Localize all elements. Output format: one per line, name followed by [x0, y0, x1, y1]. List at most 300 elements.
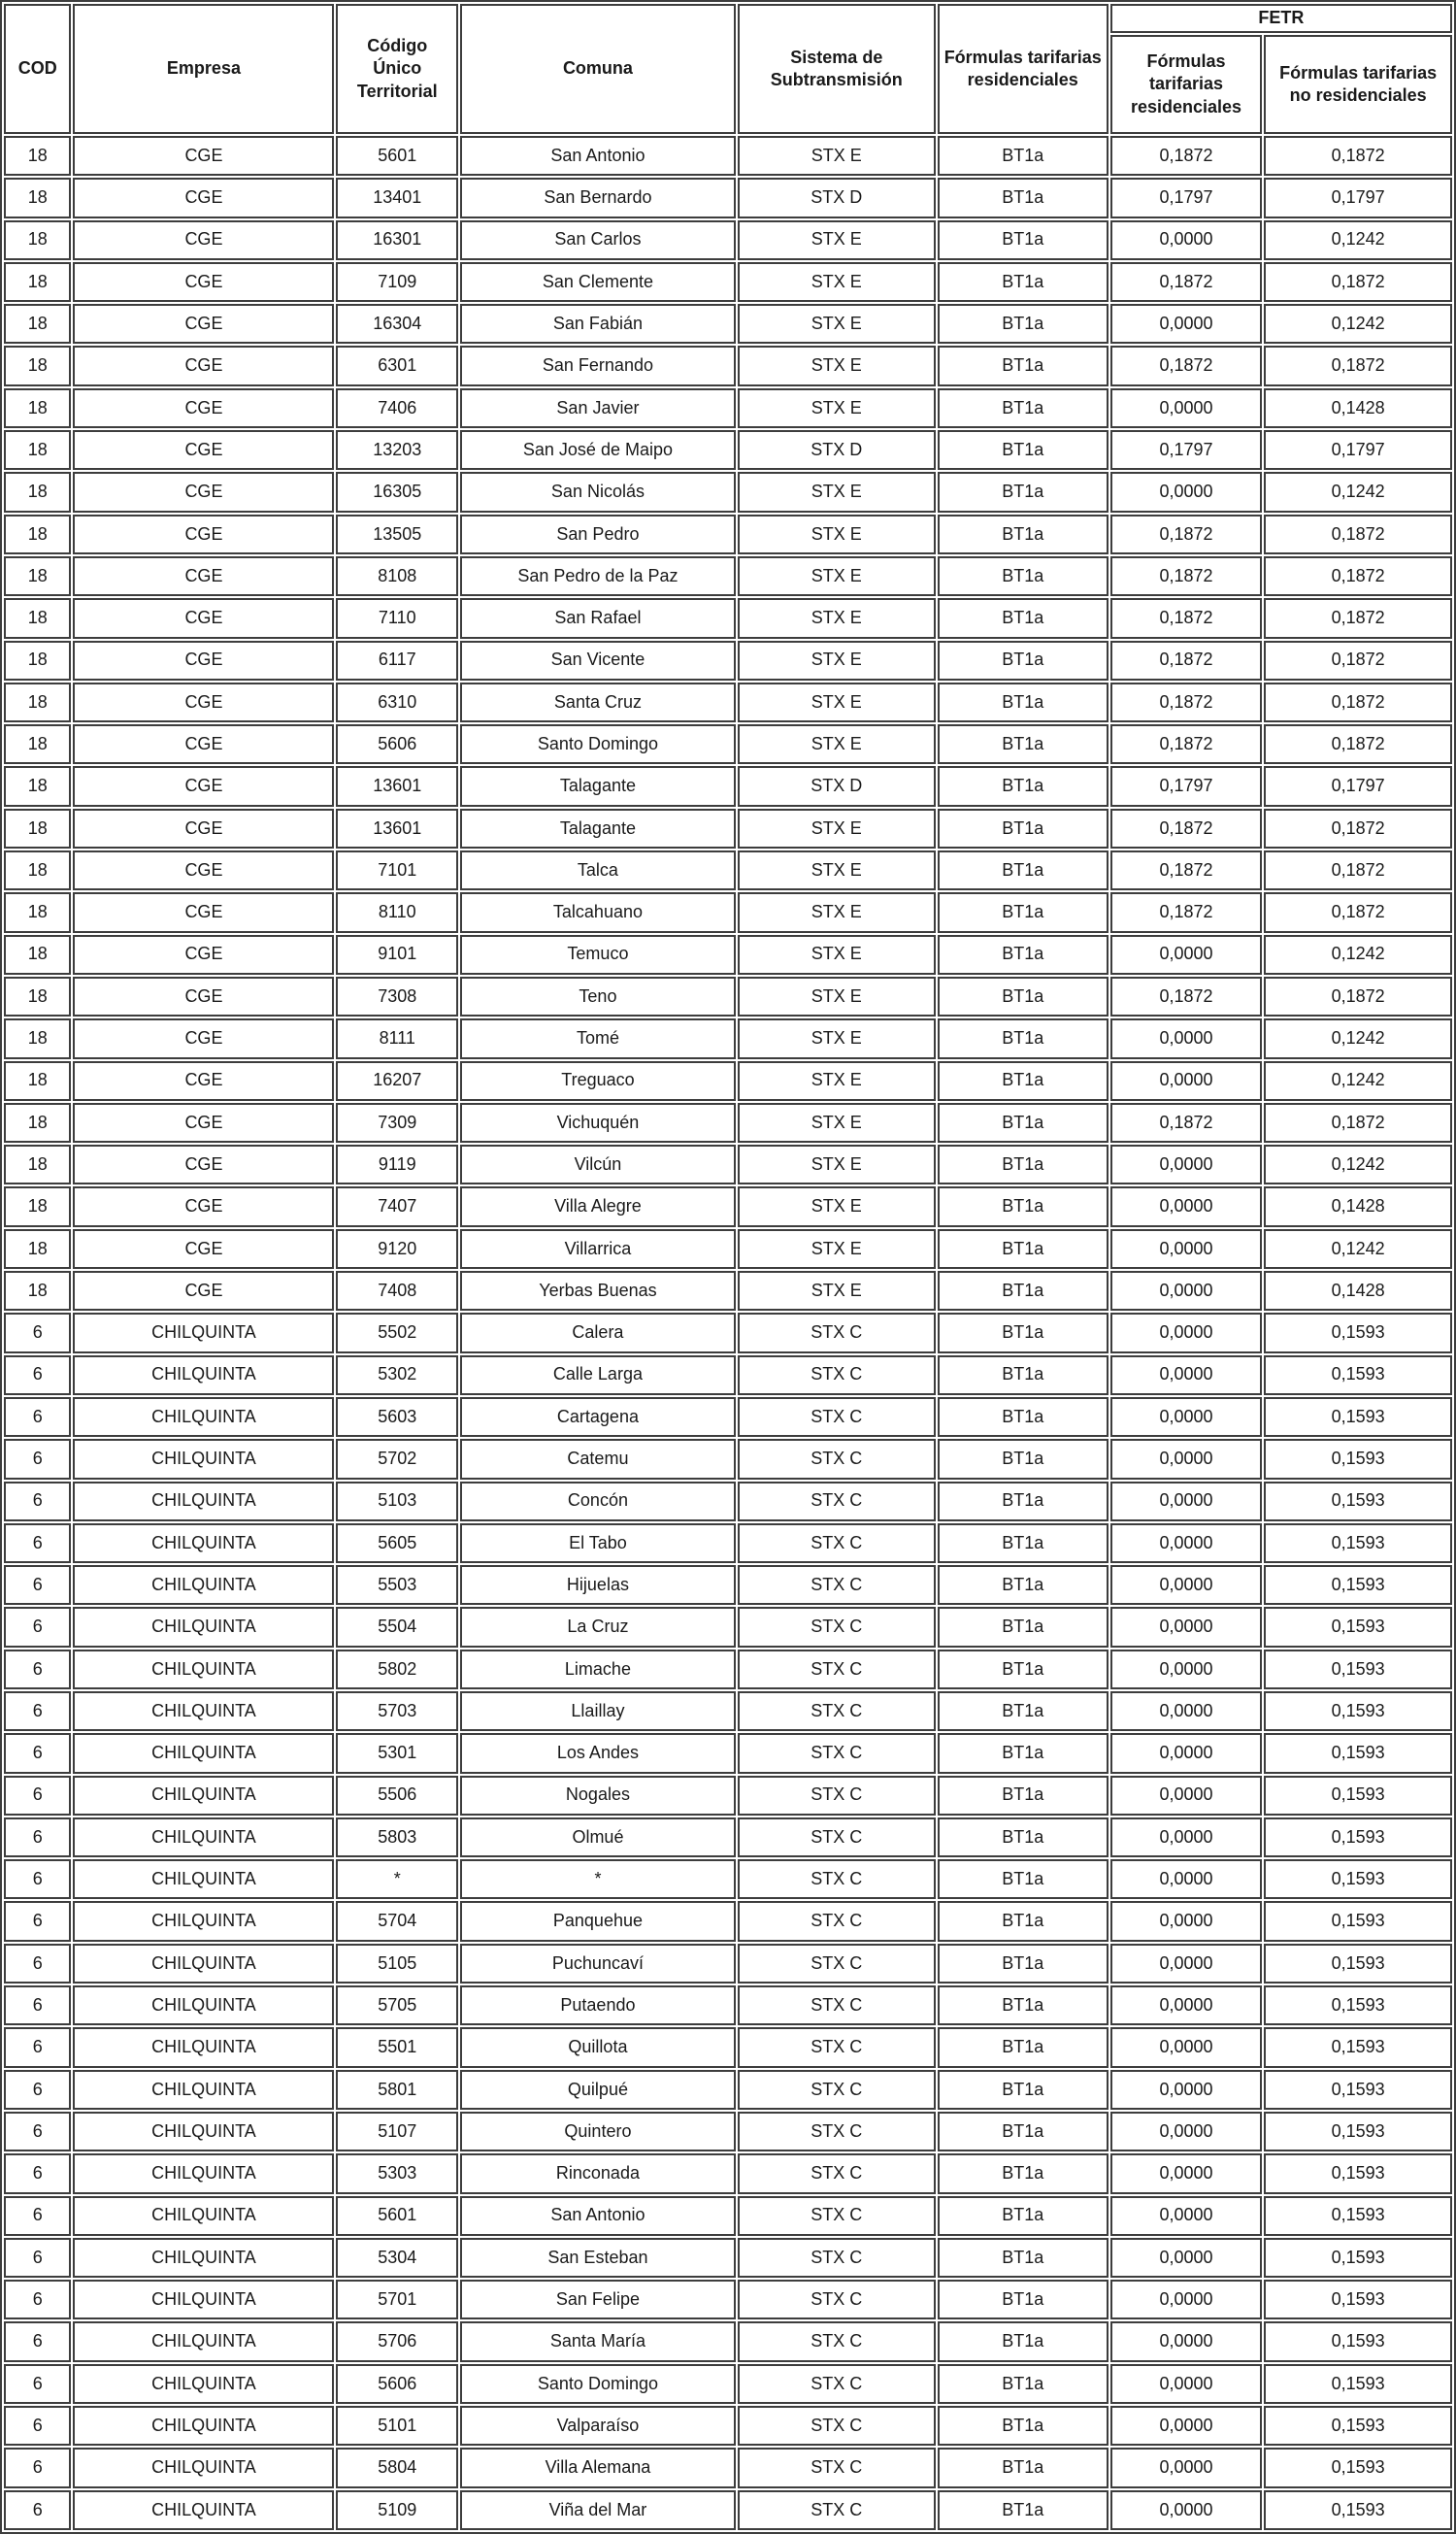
cell-sistema-de-subtransmision: STX E	[738, 809, 936, 849]
cell-fetr-residenciales: 0,1872	[1110, 556, 1263, 596]
cell-empresa: CGE	[73, 1103, 334, 1143]
cell-fetr-no-residenciales: 0,1593	[1264, 2321, 1452, 2361]
cell-fetr-no-residenciales: 0,1872	[1264, 598, 1452, 638]
cell-cod: 18	[4, 1271, 71, 1311]
cell-fetr-no-residenciales: 0,1242	[1264, 1229, 1452, 1269]
cell-comuna: Llaillay	[460, 1691, 736, 1731]
cell-fetr-no-residenciales: 0,1593	[1264, 1607, 1452, 1647]
cell-cod: 18	[4, 136, 71, 176]
cell-formulas-tarifarias-residenciales: BT1a	[938, 2490, 1109, 2530]
table-row	[4, 1985, 1452, 2025]
cell-empresa: CHILQUINTA	[73, 2448, 334, 2487]
cell-cod: 6	[4, 1482, 71, 1521]
cell-fetr-residenciales: 0,0000	[1110, 2490, 1263, 2530]
cell-formulas-tarifarias-residenciales: BT1a	[938, 1691, 1109, 1731]
cell-comuna: Santo Domingo	[460, 2364, 736, 2404]
cell-formulas-tarifarias-residenciales: BT1a	[938, 1229, 1109, 1269]
cell-codigo-unico-territorial: 5606	[336, 724, 458, 764]
cell-cod: 6	[4, 2070, 71, 2110]
cell-formulas-tarifarias-residenciales: BT1a	[938, 556, 1109, 596]
cell-fetr-no-residenciales: 0,1593	[1264, 1985, 1452, 2025]
cell-fetr-no-residenciales: 0,1428	[1264, 388, 1452, 428]
cell-fetr-residenciales: 0,0000	[1110, 2406, 1263, 2446]
cell-empresa: CGE	[73, 977, 334, 1017]
cell-formulas-tarifarias-residenciales: BT1a	[938, 1901, 1109, 1941]
cell-comuna: Quilpué	[460, 2070, 736, 2110]
cell-codigo-unico-territorial: *	[336, 1859, 458, 1899]
table-row	[4, 2280, 1452, 2319]
cell-cod: 6	[4, 1944, 71, 1984]
cell-formulas-tarifarias-residenciales: BT1a	[938, 641, 1109, 681]
cell-fetr-residenciales: 0,0000	[1110, 935, 1263, 975]
cell-comuna: *	[460, 1859, 736, 1899]
cell-sistema-de-subtransmision: STX E	[738, 1018, 936, 1058]
cell-sistema-de-subtransmision: STX E	[738, 346, 936, 385]
cell-empresa: CHILQUINTA	[73, 2196, 334, 2236]
cell-fetr-residenciales: 0,1872	[1110, 136, 1263, 176]
cell-sistema-de-subtransmision: STX E	[738, 724, 936, 764]
cell-sistema-de-subtransmision: STX E	[738, 1229, 936, 1269]
cell-fetr-no-residenciales: 0,1242	[1264, 220, 1452, 260]
cell-cod: 6	[4, 1776, 71, 1816]
cell-comuna: San Rafael	[460, 598, 736, 638]
cell-cod: 6	[4, 1313, 71, 1352]
cell-fetr-no-residenciales: 0,1242	[1264, 1061, 1452, 1101]
cell-sistema-de-subtransmision: STX E	[738, 598, 936, 638]
cell-fetr-residenciales: 0,0000	[1110, 1650, 1263, 1689]
cell-fetr-residenciales: 0,0000	[1110, 1271, 1263, 1311]
cell-codigo-unico-territorial: 5704	[336, 1901, 458, 1941]
cell-fetr-no-residenciales: 0,1242	[1264, 304, 1452, 344]
cell-codigo-unico-territorial: 5703	[336, 1691, 458, 1731]
cell-cod: 18	[4, 556, 71, 596]
table-row	[4, 766, 1452, 806]
cell-fetr-no-residenciales: 0,1242	[1264, 472, 1452, 512]
cell-codigo-unico-territorial: 5504	[336, 1607, 458, 1647]
cell-fetr-no-residenciales: 0,1593	[1264, 1817, 1452, 1857]
cell-sistema-de-subtransmision: STX C	[738, 2112, 936, 2151]
cell-empresa: CHILQUINTA	[73, 2364, 334, 2404]
cell-empresa: CGE	[73, 515, 334, 554]
col-header-empresa: Empresa	[73, 4, 334, 134]
cell-fetr-residenciales: 0,1872	[1110, 1103, 1263, 1143]
cell-fetr-residenciales: 0,0000	[1110, 1482, 1263, 1521]
cell-fetr-no-residenciales: 0,1797	[1264, 178, 1452, 217]
cell-sistema-de-subtransmision: STX C	[738, 1691, 936, 1731]
cell-comuna: Santa María	[460, 2321, 736, 2361]
cell-comuna: San Nicolás	[460, 472, 736, 512]
cell-formulas-tarifarias-residenciales: BT1a	[938, 2406, 1109, 2446]
cell-cod: 6	[4, 2448, 71, 2487]
cell-fetr-no-residenciales: 0,1872	[1264, 515, 1452, 554]
cell-formulas-tarifarias-residenciales: BT1a	[938, 430, 1109, 470]
cell-sistema-de-subtransmision: STX C	[738, 1776, 936, 1816]
cell-fetr-no-residenciales: 0,1593	[1264, 1733, 1452, 1773]
cell-fetr-residenciales: 0,0000	[1110, 1523, 1263, 1563]
cell-cod: 18	[4, 472, 71, 512]
cell-fetr-no-residenciales: 0,1242	[1264, 935, 1452, 975]
cell-fetr-no-residenciales: 0,1593	[1264, 2196, 1452, 2236]
cell-sistema-de-subtransmision: STX C	[738, 2196, 936, 2236]
cell-empresa: CGE	[73, 262, 334, 302]
cell-formulas-tarifarias-residenciales: BT1a	[938, 1313, 1109, 1352]
cell-formulas-tarifarias-residenciales: BT1a	[938, 2321, 1109, 2361]
cell-fetr-residenciales: 0,1872	[1110, 641, 1263, 681]
col-header-fetr-residenciales: Fórmulas tarifarias residenciales	[1110, 35, 1263, 134]
cell-fetr-residenciales: 0,1872	[1110, 724, 1263, 764]
table-row	[4, 1439, 1452, 1479]
cell-sistema-de-subtransmision: STX E	[738, 892, 936, 932]
table-row	[4, 388, 1452, 428]
cell-codigo-unico-territorial: 9101	[336, 935, 458, 975]
cell-cod: 6	[4, 2112, 71, 2151]
table-row	[4, 515, 1452, 554]
cell-fetr-residenciales: 0,0000	[1110, 472, 1263, 512]
cell-formulas-tarifarias-residenciales: BT1a	[938, 1439, 1109, 1479]
cell-fetr-residenciales: 0,0000	[1110, 2448, 1263, 2487]
cell-fetr-residenciales: 0,1872	[1110, 892, 1263, 932]
table-row	[4, 262, 1452, 302]
cell-codigo-unico-territorial: 5303	[336, 2153, 458, 2193]
cell-sistema-de-subtransmision: STX C	[738, 1817, 936, 1857]
cell-codigo-unico-territorial: 13401	[336, 178, 458, 217]
cell-cod: 18	[4, 304, 71, 344]
cell-sistema-de-subtransmision: STX C	[738, 1859, 936, 1899]
cell-fetr-residenciales: 0,0000	[1110, 1313, 1263, 1352]
table-header	[4, 4, 1452, 134]
cell-empresa: CHILQUINTA	[73, 2112, 334, 2151]
cell-formulas-tarifarias-residenciales: BT1a	[938, 683, 1109, 722]
table-row	[4, 2321, 1452, 2361]
cell-formulas-tarifarias-residenciales: BT1a	[938, 1523, 1109, 1563]
cell-empresa: CHILQUINTA	[73, 2070, 334, 2110]
cell-empresa: CGE	[73, 641, 334, 681]
cell-fetr-residenciales: 0,0000	[1110, 1733, 1263, 1773]
cell-comuna: San Fabián	[460, 304, 736, 344]
cell-formulas-tarifarias-residenciales: BT1a	[938, 2112, 1109, 2151]
col-header-fetr-no-residenciales: Fórmulas tarifarias no residenciales	[1264, 35, 1452, 134]
cell-fetr-no-residenciales: 0,1872	[1264, 1103, 1452, 1143]
cell-comuna: Cartagena	[460, 1397, 736, 1437]
cell-comuna: Talagante	[460, 809, 736, 849]
cell-formulas-tarifarias-residenciales: BT1a	[938, 724, 1109, 764]
table-row	[4, 1061, 1452, 1101]
cell-codigo-unico-territorial: 5107	[336, 2112, 458, 2151]
cell-cod: 18	[4, 220, 71, 260]
cell-formulas-tarifarias-residenciales: BT1a	[938, 1355, 1109, 1395]
cell-cod: 18	[4, 641, 71, 681]
cell-empresa: CGE	[73, 683, 334, 722]
table-row	[4, 1186, 1452, 1226]
cell-codigo-unico-territorial: 8111	[336, 1018, 458, 1058]
cell-fetr-no-residenciales: 0,1872	[1264, 977, 1452, 1017]
cell-cod: 18	[4, 892, 71, 932]
cell-sistema-de-subtransmision: STX C	[738, 1313, 936, 1352]
cell-fetr-residenciales: 0,1872	[1110, 262, 1263, 302]
cell-empresa: CGE	[73, 178, 334, 217]
cell-fetr-no-residenciales: 0,1593	[1264, 2070, 1452, 2110]
table-row	[4, 1313, 1452, 1352]
cell-codigo-unico-territorial: 5503	[336, 1565, 458, 1605]
cell-cod: 18	[4, 262, 71, 302]
table-row	[4, 1650, 1452, 1689]
cell-formulas-tarifarias-residenciales: BT1a	[938, 892, 1109, 932]
cell-cod: 6	[4, 1523, 71, 1563]
cell-sistema-de-subtransmision: STX C	[738, 1944, 936, 1984]
cell-empresa: CGE	[73, 766, 334, 806]
cell-comuna: Viña del Mar	[460, 2490, 736, 2530]
cell-fetr-residenciales: 0,0000	[1110, 220, 1263, 260]
cell-sistema-de-subtransmision: STX E	[738, 220, 936, 260]
cell-empresa: CHILQUINTA	[73, 1439, 334, 1479]
table-row	[4, 2406, 1452, 2446]
cell-fetr-residenciales: 0,1872	[1110, 683, 1263, 722]
cell-empresa: CHILQUINTA	[73, 1901, 334, 1941]
cell-fetr-no-residenciales: 0,1872	[1264, 346, 1452, 385]
cell-fetr-residenciales: 0,0000	[1110, 1985, 1263, 2025]
cell-sistema-de-subtransmision: STX C	[738, 1733, 936, 1773]
cell-codigo-unico-territorial: 7101	[336, 850, 458, 890]
cell-fetr-residenciales: 0,1872	[1110, 346, 1263, 385]
table-body	[4, 136, 1452, 2530]
cell-fetr-residenciales: 0,0000	[1110, 1145, 1263, 1184]
col-header-cod: COD	[4, 4, 71, 134]
table-row	[4, 1817, 1452, 1857]
cell-fetr-residenciales: 0,0000	[1110, 1776, 1263, 1816]
col-header-codigo-unico-territorial: Código Único Territorial	[336, 4, 458, 134]
cell-comuna: Quillota	[460, 2027, 736, 2067]
cell-fetr-no-residenciales: 0,1593	[1264, 1859, 1452, 1899]
cell-cod: 18	[4, 809, 71, 849]
cell-empresa: CHILQUINTA	[73, 1607, 334, 1647]
cell-sistema-de-subtransmision: STX C	[738, 2027, 936, 2067]
cell-formulas-tarifarias-residenciales: BT1a	[938, 1565, 1109, 1605]
cell-sistema-de-subtransmision: STX C	[738, 1607, 936, 1647]
cell-formulas-tarifarias-residenciales: BT1a	[938, 1186, 1109, 1226]
cell-cod: 6	[4, 1650, 71, 1689]
cell-formulas-tarifarias-residenciales: BT1a	[938, 2070, 1109, 2110]
table-row	[4, 556, 1452, 596]
cell-empresa: CHILQUINTA	[73, 1859, 334, 1899]
cell-sistema-de-subtransmision: STX C	[738, 2364, 936, 2404]
table-row	[4, 892, 1452, 932]
cell-codigo-unico-territorial: 5109	[336, 2490, 458, 2530]
table-row	[4, 1271, 1452, 1311]
table-row	[4, 2153, 1452, 2193]
cell-codigo-unico-territorial: 16207	[336, 1061, 458, 1101]
cell-fetr-residenciales: 0,0000	[1110, 1691, 1263, 1731]
cell-formulas-tarifarias-residenciales: BT1a	[938, 1944, 1109, 1984]
cell-fetr-no-residenciales: 0,1593	[1264, 1901, 1452, 1941]
cell-codigo-unico-territorial: 5603	[336, 1397, 458, 1437]
cell-codigo-unico-territorial: 5506	[336, 1776, 458, 1816]
table-row	[4, 1523, 1452, 1563]
cell-codigo-unico-territorial: 5601	[336, 136, 458, 176]
cell-codigo-unico-territorial: 5804	[336, 2448, 458, 2487]
cell-fetr-residenciales: 0,0000	[1110, 1901, 1263, 1941]
cell-codigo-unico-territorial: 5502	[336, 1313, 458, 1352]
cell-codigo-unico-territorial: 7309	[336, 1103, 458, 1143]
cell-fetr-no-residenciales: 0,1593	[1264, 1650, 1452, 1689]
cell-empresa: CHILQUINTA	[73, 2321, 334, 2361]
cell-fetr-residenciales: 0,1872	[1110, 598, 1263, 638]
cell-empresa: CHILQUINTA	[73, 1650, 334, 1689]
cell-comuna: San Javier	[460, 388, 736, 428]
cell-fetr-residenciales: 0,0000	[1110, 304, 1263, 344]
cell-sistema-de-subtransmision: STX E	[738, 262, 936, 302]
cell-codigo-unico-territorial: 16304	[336, 304, 458, 344]
cell-fetr-residenciales: 0,0000	[1110, 2238, 1263, 2278]
cell-fetr-residenciales: 0,0000	[1110, 1018, 1263, 1058]
cell-empresa: CHILQUINTA	[73, 2153, 334, 2193]
cell-cod: 6	[4, 1733, 71, 1773]
table-row	[4, 1355, 1452, 1395]
table-row	[4, 2238, 1452, 2278]
table-row	[4, 1944, 1452, 1984]
cell-cod: 18	[4, 178, 71, 217]
cell-cod: 18	[4, 430, 71, 470]
cell-fetr-residenciales: 0,0000	[1110, 1397, 1263, 1437]
cell-fetr-residenciales: 0,1872	[1110, 850, 1263, 890]
cell-fetr-residenciales: 0,0000	[1110, 1607, 1263, 1647]
cell-fetr-no-residenciales: 0,1593	[1264, 2448, 1452, 2487]
cell-formulas-tarifarias-residenciales: BT1a	[938, 136, 1109, 176]
table-row	[4, 2448, 1452, 2487]
cell-codigo-unico-territorial: 5606	[336, 2364, 458, 2404]
cell-sistema-de-subtransmision: STX C	[738, 2490, 936, 2530]
cell-sistema-de-subtransmision: STX C	[738, 1397, 936, 1437]
cell-formulas-tarifarias-residenciales: BT1a	[938, 1397, 1109, 1437]
cell-empresa: CGE	[73, 1018, 334, 1058]
table-row	[4, 1565, 1452, 1605]
cell-sistema-de-subtransmision: STX E	[738, 515, 936, 554]
cell-fetr-no-residenciales: 0,1593	[1264, 1944, 1452, 1984]
cell-fetr-residenciales: 0,1797	[1110, 766, 1263, 806]
cell-fetr-no-residenciales: 0,1593	[1264, 2238, 1452, 2278]
cell-codigo-unico-territorial: 13601	[336, 766, 458, 806]
cell-cod: 18	[4, 598, 71, 638]
cell-codigo-unico-territorial: 5801	[336, 2070, 458, 2110]
cell-sistema-de-subtransmision: STX C	[738, 2448, 936, 2487]
cell-codigo-unico-territorial: 5105	[336, 1944, 458, 1984]
cell-empresa: CHILQUINTA	[73, 2238, 334, 2278]
cell-empresa: CHILQUINTA	[73, 2027, 334, 2067]
cell-cod: 18	[4, 850, 71, 890]
cell-cod: 6	[4, 1985, 71, 2025]
table-row	[4, 683, 1452, 722]
table-row	[4, 2027, 1452, 2067]
cell-empresa: CGE	[73, 598, 334, 638]
cell-fetr-residenciales: 0,0000	[1110, 2070, 1263, 2110]
cell-fetr-no-residenciales: 0,1242	[1264, 1018, 1452, 1058]
cell-comuna: Putaendo	[460, 1985, 736, 2025]
table-row	[4, 809, 1452, 849]
cell-fetr-no-residenciales: 0,1872	[1264, 724, 1452, 764]
cell-sistema-de-subtransmision: STX E	[738, 850, 936, 890]
cell-codigo-unico-territorial: 6117	[336, 641, 458, 681]
cell-formulas-tarifarias-residenciales: BT1a	[938, 1985, 1109, 2025]
cell-fetr-residenciales: 0,0000	[1110, 2364, 1263, 2404]
cell-fetr-residenciales: 0,1872	[1110, 515, 1263, 554]
cell-sistema-de-subtransmision: STX D	[738, 430, 936, 470]
cell-codigo-unico-territorial: 5103	[336, 1482, 458, 1521]
table-row	[4, 136, 1452, 176]
cell-fetr-no-residenciales: 0,1797	[1264, 766, 1452, 806]
cell-empresa: CHILQUINTA	[73, 2490, 334, 2530]
cell-codigo-unico-territorial: 5101	[336, 2406, 458, 2446]
cell-sistema-de-subtransmision: STX C	[738, 1650, 936, 1689]
table-row	[4, 935, 1452, 975]
cell-empresa: CGE	[73, 892, 334, 932]
cell-formulas-tarifarias-residenciales: BT1a	[938, 2238, 1109, 2278]
cell-formulas-tarifarias-residenciales: BT1a	[938, 1733, 1109, 1773]
table-row	[4, 1691, 1452, 1731]
cell-comuna: Temuco	[460, 935, 736, 975]
cell-comuna: Treguaco	[460, 1061, 736, 1101]
cell-formulas-tarifarias-residenciales: BT1a	[938, 1607, 1109, 1647]
table-row	[4, 598, 1452, 638]
cell-empresa: CGE	[73, 1145, 334, 1184]
cell-cod: 18	[4, 346, 71, 385]
cell-fetr-residenciales: 0,0000	[1110, 2321, 1263, 2361]
cell-codigo-unico-territorial: 9120	[336, 1229, 458, 1269]
cell-fetr-no-residenciales: 0,1428	[1264, 1186, 1452, 1226]
cell-fetr-residenciales: 0,0000	[1110, 2112, 1263, 2151]
cell-formulas-tarifarias-residenciales: BT1a	[938, 346, 1109, 385]
cell-cod: 18	[4, 683, 71, 722]
cell-empresa: CGE	[73, 304, 334, 344]
cell-fetr-no-residenciales: 0,1797	[1264, 430, 1452, 470]
cell-empresa: CGE	[73, 556, 334, 596]
cell-sistema-de-subtransmision: STX C	[738, 2406, 936, 2446]
cell-formulas-tarifarias-residenciales: BT1a	[938, 2364, 1109, 2404]
table-row	[4, 2490, 1452, 2530]
cell-comuna: San Pedro de la Paz	[460, 556, 736, 596]
cell-sistema-de-subtransmision: STX E	[738, 136, 936, 176]
cell-codigo-unico-territorial: 8108	[336, 556, 458, 596]
cell-sistema-de-subtransmision: STX E	[738, 641, 936, 681]
cell-formulas-tarifarias-residenciales: BT1a	[938, 1817, 1109, 1857]
table-row	[4, 472, 1452, 512]
table-row	[4, 304, 1452, 344]
cell-formulas-tarifarias-residenciales: BT1a	[938, 2280, 1109, 2319]
cell-codigo-unico-territorial: 6310	[336, 683, 458, 722]
table-row	[4, 850, 1452, 890]
cell-comuna: Villa Alegre	[460, 1186, 736, 1226]
table-row	[4, 724, 1452, 764]
cell-comuna: San Carlos	[460, 220, 736, 260]
cell-comuna: San Vicente	[460, 641, 736, 681]
cell-sistema-de-subtransmision: STX E	[738, 388, 936, 428]
cell-sistema-de-subtransmision: STX C	[738, 2070, 936, 2110]
cell-cod: 18	[4, 388, 71, 428]
cell-codigo-unico-territorial: 5802	[336, 1650, 458, 1689]
cell-fetr-residenciales: 0,1797	[1110, 430, 1263, 470]
table-row	[4, 430, 1452, 470]
cell-cod: 6	[4, 1859, 71, 1899]
cell-empresa: CGE	[73, 850, 334, 890]
cell-empresa: CGE	[73, 724, 334, 764]
header-row-top	[4, 4, 1452, 33]
cell-fetr-no-residenciales: 0,1593	[1264, 1565, 1452, 1605]
cell-comuna: San Clemente	[460, 262, 736, 302]
cell-empresa: CHILQUINTA	[73, 1397, 334, 1437]
cell-codigo-unico-territorial: 5501	[336, 2027, 458, 2067]
cell-sistema-de-subtransmision: STX C	[738, 1439, 936, 1479]
cell-cod: 6	[4, 2406, 71, 2446]
cell-fetr-no-residenciales: 0,1593	[1264, 1776, 1452, 1816]
cell-formulas-tarifarias-residenciales: BT1a	[938, 1650, 1109, 1689]
